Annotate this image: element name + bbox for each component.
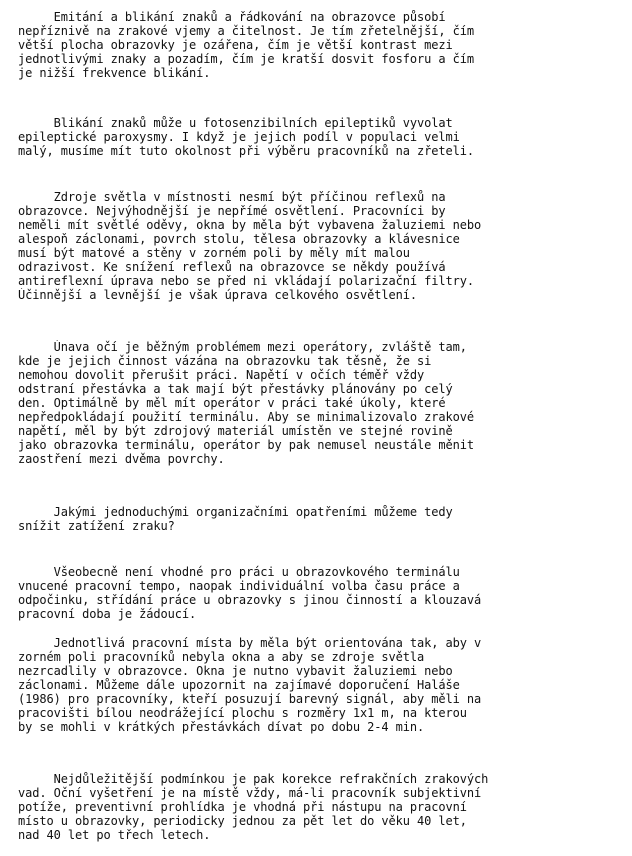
paragraph-flicker bbox=[18, 10, 614, 80]
paragraph-eye-fatigue bbox=[18, 340, 614, 466]
text-line: neměli mít světlé oděvy, okna by měla být vybavena žaluziemi nebo bbox=[18, 218, 482, 232]
text-line: snížit zatížení zraku? bbox=[18, 519, 175, 533]
text-line: větší plocha obrazovky je ozářena, čím je větší kontrast mezi bbox=[18, 38, 453, 52]
text-line: nemohou dovolit přerušit práci. Napětí v očích téměř vždy bbox=[18, 368, 425, 382]
text-line: (1986) pro pracovníky, kteří posuzují barevný signál, aby měli na bbox=[18, 692, 482, 706]
text-line: pracovišti bílou neodrážející plochu s rozměry 1x1 m, na kterou bbox=[18, 706, 467, 720]
paragraph-epilepsy bbox=[18, 116, 614, 158]
text-line: Blikání znaků může u fotosenzibilních epileptiků vyvolat bbox=[18, 116, 453, 130]
text-line: zaostření mezi dvěma povrchy. bbox=[18, 452, 225, 466]
text-line: vad. Oční vyšetření je na místě vždy, má-li pracovník subjektivní bbox=[18, 786, 482, 800]
paragraph-lighting bbox=[18, 190, 614, 302]
text-line: kde je jejich činnost vázána na obrazovku tak těsně, že si bbox=[18, 354, 432, 368]
text-line: Všeobecně není vhodné pro práci u obrazovkového terminálu bbox=[18, 565, 460, 579]
text-line: jednotlivými znaky a pozadím, čím je kratší dosvit fosforu a čím bbox=[18, 52, 474, 66]
text-line: jako obrazovka terminálu, operátor by pak nemusel neustále měnit bbox=[18, 438, 474, 452]
text-line: den. Optimálně by měl mít operátor v práci také úkoly, které bbox=[18, 396, 446, 410]
text-line: zorném poli pracovníků nebyla okna a aby se zdroje světla bbox=[18, 650, 425, 664]
text-line: Účinnější a levnější je však úprava celkového osvětlení. bbox=[18, 288, 417, 302]
text-line: odpočinku, střídání práce u obrazovky s jinou činností a klouzavá bbox=[18, 593, 482, 607]
paragraph-question bbox=[18, 505, 614, 533]
paragraph-workplace bbox=[18, 636, 614, 734]
text-line: Emitání a blikání znaků a řádkování na obrazovce působí bbox=[18, 10, 446, 24]
text-line: nepříznivě na zrakové vjemy a čitelnost. Je tím zřetelnější, čím bbox=[18, 24, 474, 38]
text-line: musí být matové a stěny v zorném poli by měly mít malou bbox=[18, 246, 410, 260]
text-line: záclonami. Můžeme dále upozornit na zajímavé doporučení Haláše bbox=[18, 678, 460, 692]
paragraph-eye-correction bbox=[18, 772, 614, 842]
text-line: Nejdůležitější podmínkou je pak korekce refrakčních zrakových bbox=[18, 772, 489, 786]
text-line: odstraní přestávka a tak mají být přestávky plánovány po celý bbox=[18, 382, 453, 396]
text-line: nepředpokládají použití terminálu. Aby se minimalizovalo zrakové bbox=[18, 410, 474, 424]
text-line: místo u obrazovky, periodicky jednou za pět let do věku 40 let, bbox=[18, 814, 467, 828]
text-line: alespoň záclonami, povrch stolu, tělesa obrazovky a klávesnice bbox=[18, 232, 460, 246]
text-line: Jednotlivá pracovní místa by měla být orientována tak, aby v bbox=[18, 636, 482, 650]
text-line: antireflexní úprava nebo se před ni vkládají polarizační filtry. bbox=[18, 274, 474, 288]
text-line: je nižší frekvence blikání. bbox=[18, 66, 211, 80]
text-line: Zdroje světla v místnosti nesmí být příčinou reflexů na bbox=[18, 190, 446, 204]
text-line: odrazivost. Ke snížení reflexů na obrazovce se někdy používá bbox=[18, 260, 446, 274]
text-line: vnucené pracovní tempo, naopak individuální volba času práce a bbox=[18, 579, 460, 593]
paragraph-work-tempo bbox=[18, 565, 614, 621]
text-line: Jakými jednoduchými organizačními opatřeními můžeme tedy bbox=[18, 505, 453, 519]
text-line: by se mohli v krátkých přestávkách dívat po dobu 2-4 min. bbox=[18, 720, 425, 734]
text-line: obrazovce. Nejvýhodnější je nepřímé osvětlení. Pracovníci by bbox=[18, 204, 446, 218]
text-line: pracovní doba je žádoucí. bbox=[18, 607, 197, 621]
text-line: malý, musíme mít tuto okolnost při výběru pracovníků na zřeteli. bbox=[18, 144, 474, 158]
text-line: potíže, preventivní prohlídka je vhodná při nástupu na pracovní bbox=[18, 800, 467, 814]
text-line: nezrcadlily v obrazovce. Okna je nutno vybavit žaluziemi nebo bbox=[18, 664, 453, 678]
text-line: Únava očí je běžným problémem mezi operátory, zvláště tam, bbox=[18, 340, 467, 354]
text-line: napětí, měl by být zdrojový materiál umístěn ve stejné rovině bbox=[18, 424, 453, 438]
text-line: epileptické paroxysmy. I když je jejich podíl v populaci velmi bbox=[18, 130, 460, 144]
text-line: nad 40 let po třech letech. bbox=[18, 828, 211, 842]
